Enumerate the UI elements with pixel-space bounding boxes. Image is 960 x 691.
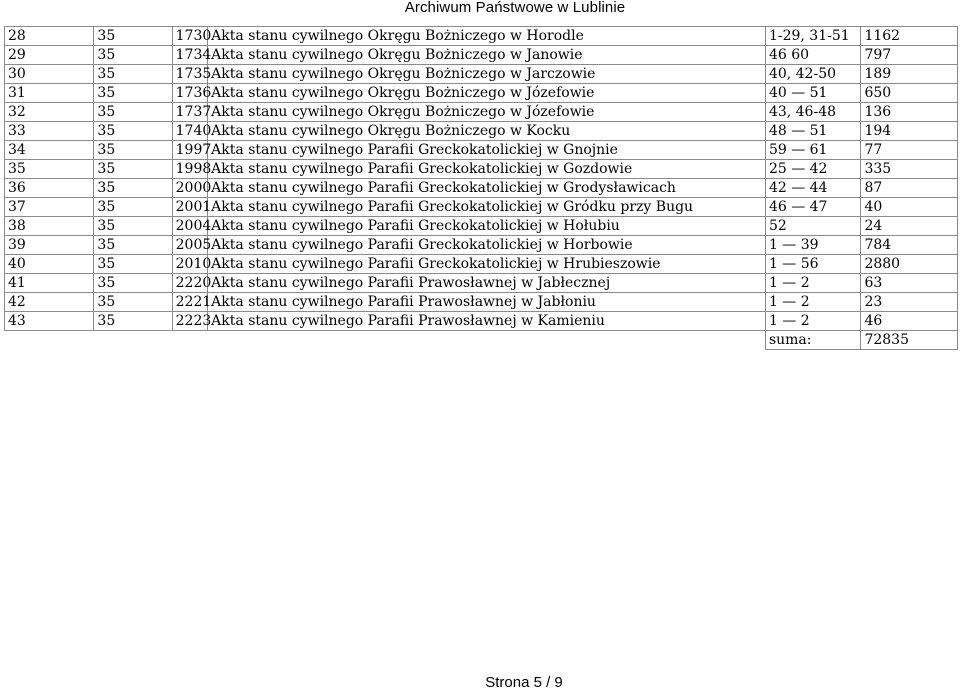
fond-number-cell: 35 [94, 160, 172, 179]
fond-number-cell: 35 [94, 236, 172, 255]
title-cell: Akta stanu cywilnego Okręgu Bożniczego w Kocku [208, 122, 766, 141]
fond-number-cell: 35 [94, 293, 172, 312]
years-cell: 40 — 51 [765, 84, 861, 103]
row-number-cell: 38 [5, 217, 94, 236]
years-cell: 25 — 42 [765, 160, 861, 179]
years-cell: 48 — 51 [765, 122, 861, 141]
records-table-body [5, 27, 958, 350]
title-cell: Akta stanu cywilnego Parafii Greckokatolickiej w Gnojnie [208, 141, 766, 160]
table-row [5, 65, 958, 84]
units-count-cell: 2880 [861, 255, 958, 274]
row-number-cell: 29 [5, 46, 94, 65]
table-row [5, 312, 958, 331]
units-count-cell: 63 [861, 274, 958, 293]
fond-number-cell: 35 [94, 141, 172, 160]
years-cell: 46 — 47 [765, 198, 861, 217]
table-row [5, 255, 958, 274]
sum-row [5, 331, 958, 350]
years-cell: 1 — 2 [765, 293, 861, 312]
fond-number-cell: 35 [94, 27, 172, 46]
title-cell: Akta stanu cywilnego Okręgu Bożniczego w Janowie [208, 46, 766, 65]
table-row [5, 122, 958, 141]
fond-number-cell: 35 [94, 217, 172, 236]
title-cell: Akta stanu cywilnego Okręgu Bożniczego w Józefowie [208, 103, 766, 122]
row-number-cell: 43 [5, 312, 94, 331]
units-count-cell: 797 [861, 46, 958, 65]
fond-number-cell: 35 [94, 84, 172, 103]
row-number-cell: 39 [5, 236, 94, 255]
table-row [5, 274, 958, 293]
fond-number-cell: 35 [94, 274, 172, 293]
sum-blank-cell [94, 331, 172, 350]
units-count-cell: 40 [861, 198, 958, 217]
signature-cell: 1736 [172, 84, 208, 103]
table-row [5, 179, 958, 198]
sum-value-cell: 72835 [861, 331, 958, 350]
row-number-cell: 34 [5, 141, 94, 160]
units-count-cell: 77 [861, 141, 958, 160]
units-count-cell: 194 [861, 122, 958, 141]
years-cell: 1 — 2 [765, 312, 861, 331]
signature-cell: 1737 [172, 103, 208, 122]
row-number-cell: 30 [5, 65, 94, 84]
units-count-cell: 650 [861, 84, 958, 103]
signature-cell: 1735 [172, 65, 208, 84]
sum-blank-cell [172, 331, 208, 350]
row-number-cell: 42 [5, 293, 94, 312]
signature-cell: 1997 [172, 141, 208, 160]
fond-number-cell: 35 [94, 198, 172, 217]
page-number: Strona 5 / 9 [485, 674, 563, 691]
years-cell: 1 — 56 [765, 255, 861, 274]
table-row [5, 293, 958, 312]
table-row [5, 217, 958, 236]
years-cell: 1-29, 31-51 [765, 27, 861, 46]
fond-number-cell: 35 [94, 46, 172, 65]
fond-number-cell: 35 [94, 103, 172, 122]
table-row [5, 198, 958, 217]
sum-label-cell: suma: [765, 331, 861, 350]
units-count-cell: 24 [861, 217, 958, 236]
sum-blank-cell [208, 331, 766, 350]
units-count-cell: 335 [861, 160, 958, 179]
signature-cell: 1734 [172, 46, 208, 65]
table-row [5, 141, 958, 160]
units-count-cell: 784 [861, 236, 958, 255]
sum-blank-cell [5, 331, 94, 350]
years-cell: 40, 42-50 [765, 65, 861, 84]
table-row [5, 46, 958, 65]
row-number-cell: 35 [5, 160, 94, 179]
signature-cell: 1740 [172, 122, 208, 141]
table-row [5, 236, 958, 255]
signature-cell: 2004 [172, 217, 208, 236]
years-cell: 1 — 39 [765, 236, 861, 255]
signature-cell: 1998 [172, 160, 208, 179]
table-row [5, 27, 958, 46]
units-count-cell: 1162 [861, 27, 958, 46]
row-number-cell: 40 [5, 255, 94, 274]
signature-cell: 2001 [172, 198, 208, 217]
table-row [5, 160, 958, 179]
row-number-cell: 33 [5, 122, 94, 141]
units-count-cell: 23 [861, 293, 958, 312]
title-cell: Akta stanu cywilnego Parafii Greckokatolickiej w Grodysławicach [208, 179, 766, 198]
signature-cell: 2010 [172, 255, 208, 274]
signature-cell: 2000 [172, 179, 208, 198]
title-cell: Akta stanu cywilnego Parafii Greckokatolickiej w Gozdowie [208, 160, 766, 179]
fond-number-cell: 35 [94, 179, 172, 198]
title-cell: Akta stanu cywilnego Okręgu Bożniczego w Jarczowie [208, 65, 766, 84]
row-number-cell: 37 [5, 198, 94, 217]
title-cell: Akta stanu cywilnego Parafii Prawosławnej w Jabłoniu [208, 293, 766, 312]
title-cell: Akta stanu cywilnego Parafii Greckokatolickiej w Gródku przy Bugu [208, 198, 766, 217]
title-cell: Akta stanu cywilnego Parafii Greckokatolickiej w Hrubieszowie [208, 255, 766, 274]
years-cell: 1 — 2 [765, 274, 861, 293]
fond-number-cell: 35 [94, 255, 172, 274]
title-cell: Akta stanu cywilnego Okręgu Bożniczego w Józefowie [208, 84, 766, 103]
row-number-cell: 36 [5, 179, 94, 198]
records-table [4, 26, 958, 350]
row-number-cell: 41 [5, 274, 94, 293]
years-cell: 46 60 [765, 46, 861, 65]
row-number-cell: 31 [5, 84, 94, 103]
units-count-cell: 189 [861, 65, 958, 84]
title-cell: Akta stanu cywilnego Parafii Prawosławnej w Jabłecznej [208, 274, 766, 293]
years-cell: 52 [765, 217, 861, 236]
years-cell: 42 — 44 [765, 179, 861, 198]
signature-cell: 1730 [172, 27, 208, 46]
row-number-cell: 28 [5, 27, 94, 46]
row-number-cell: 32 [5, 103, 94, 122]
signature-cell: 2220 [172, 274, 208, 293]
table-row [5, 103, 958, 122]
years-cell: 59 — 61 [765, 141, 861, 160]
fond-number-cell: 35 [94, 122, 172, 141]
table-row [5, 84, 958, 103]
title-cell: Akta stanu cywilnego Parafii Greckokatolickiej w Hołubiu [208, 217, 766, 236]
units-count-cell: 136 [861, 103, 958, 122]
units-count-cell: 46 [861, 312, 958, 331]
title-cell: Akta stanu cywilnego Okręgu Bożniczego w Horodle [208, 27, 766, 46]
years-cell: 43, 46-48 [765, 103, 861, 122]
title-cell: Akta stanu cywilnego Parafii Prawosławnej w Kamieniu [208, 312, 766, 331]
page-header-title: Archiwum Państwowe w Lublinie [404, 0, 626, 16]
signature-cell: 2221 [172, 293, 208, 312]
fond-number-cell: 35 [94, 312, 172, 331]
units-count-cell: 87 [861, 179, 958, 198]
title-cell: Akta stanu cywilnego Parafii Greckokatolickiej w Horbowie [208, 236, 766, 255]
signature-cell: 2005 [172, 236, 208, 255]
fond-number-cell: 35 [94, 65, 172, 84]
signature-cell: 2223 [172, 312, 208, 331]
